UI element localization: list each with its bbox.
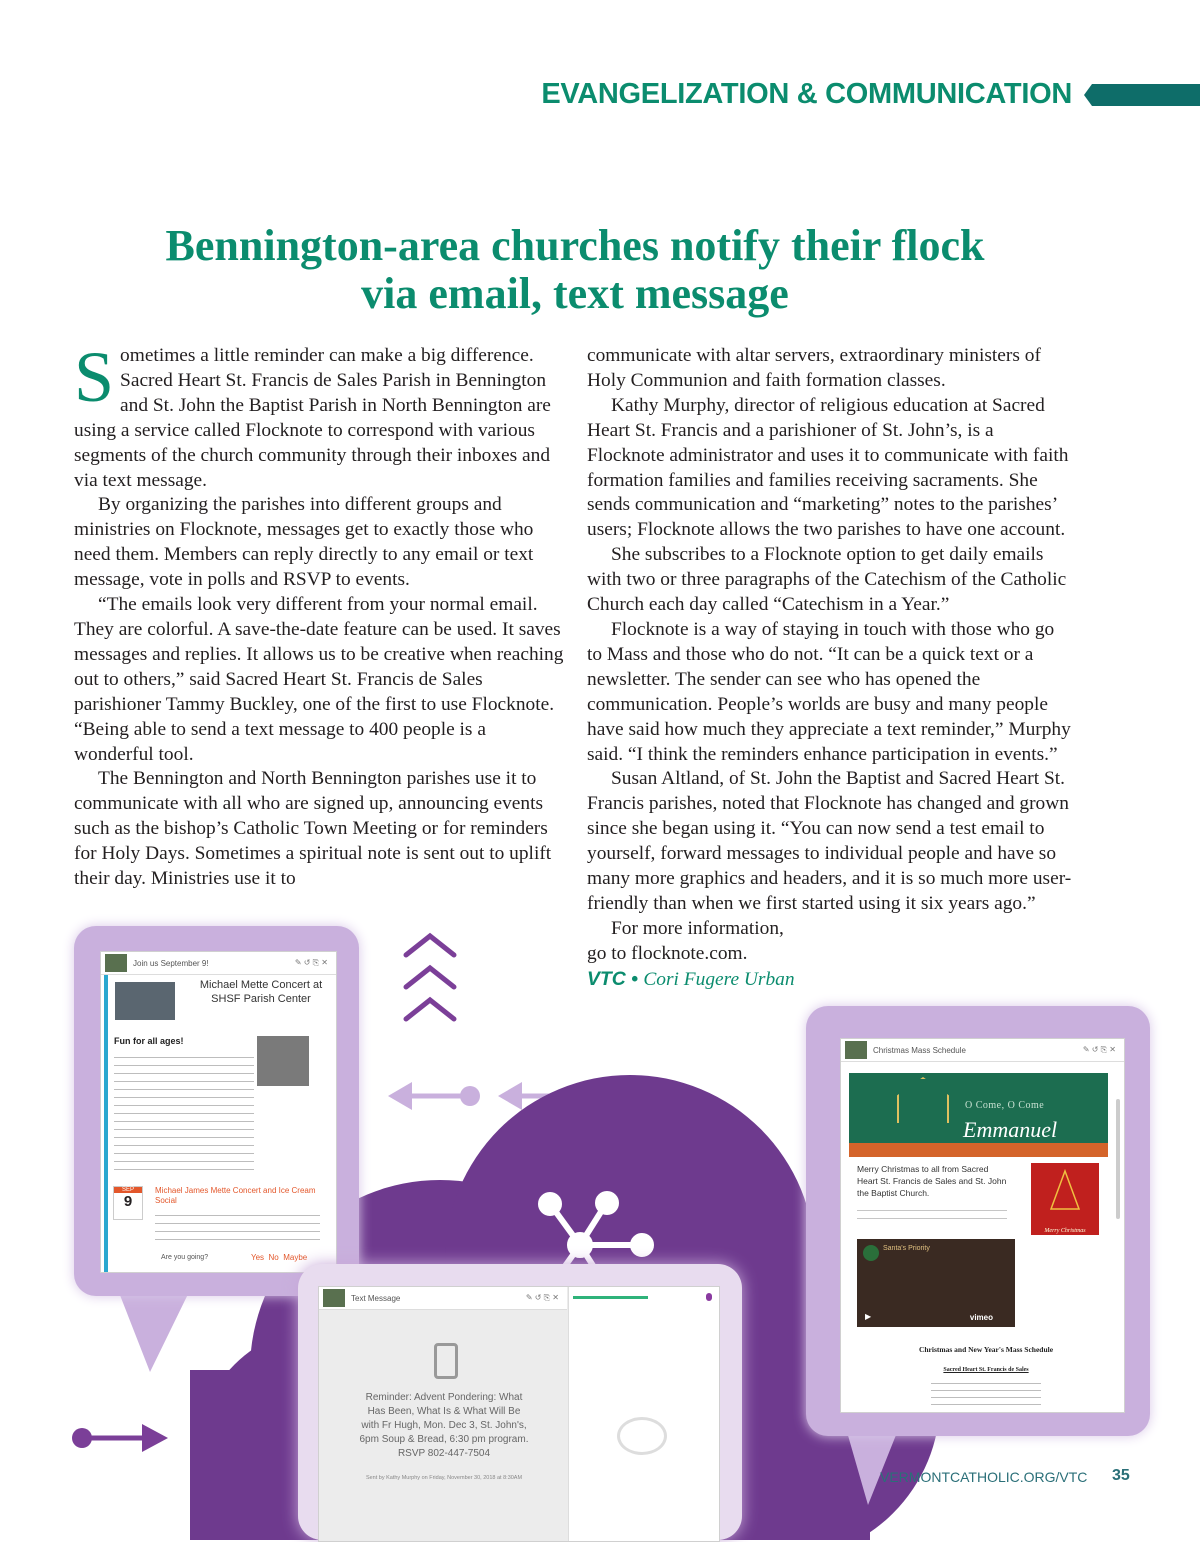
play-icon[interactable]: ▶ (865, 1312, 872, 1321)
schedule-subtitle: Sacred Heart St. Francis de Sales (943, 1367, 1029, 1373)
text-message-screen (318, 1286, 720, 1542)
more-info-line-2: go to flocknote.com. (587, 942, 748, 964)
greeting-subtext (857, 1205, 1007, 1221)
read-progress-bar (573, 1296, 648, 1299)
article-paragraph: Sometimes a little reminder can make a big difference. Sacred Heart St. Francis de Sales Parish in Bennington and St. John the Baptist Parish in North Bennington are using a service called Flocknote to correspond with various segments of the church community through their inboxes and via text message. (74, 337, 551, 491)
email-preview-screen (100, 951, 337, 1273)
christmas-card-image: Merry Christmas (1031, 1163, 1099, 1235)
message-tab-title: Text Message (351, 1293, 401, 1303)
vimeo-logo: vimeo (969, 1313, 993, 1322)
mass-schedule-screen (840, 1038, 1125, 1413)
concert-photo (115, 982, 175, 1020)
article-paragraph: Flocknote is a way of staying in touch with those who go to Mass and those who do not. “It can be a quick text or a newsletter. The sender can see who has opened the communication. People’s worlds are busy and many people have said how much they appreciate a text reminder,” Murphy said. “I think the reminders enhance participation in events.” (587, 618, 1071, 765)
article-paragraph: Susan Altland, of St. John the Baptist and Sacred Heart St. Francis parishes, noted that Flocknote has changed and grown since she began using it. “You can now send a test email to yourself, forward messages to individual people and have so many more graphics and headers, and it is so much more user-friendly than when we first started using it six years ago.” (587, 768, 1072, 914)
thumbnail-image (323, 1289, 345, 1307)
footer-url[interactable]: VERMONTCATHOLIC.ORG/VTC (880, 1469, 1088, 1485)
arrow-right-icon (72, 1424, 168, 1452)
message-toolbar (101, 952, 336, 975)
edit-icon[interactable]: ✎ ↺ ⎘ ✕ (294, 958, 328, 967)
schedule-title: Christmas and New Year's Mass Schedule (918, 1345, 1054, 1354)
christmas-tree-icon (1031, 1163, 1099, 1223)
email-subheading: Fun for all ages! (114, 1036, 184, 1046)
sent-by-line: Sent by Kathy Murphy on Friday, November 30, 2018 at 8:30AM (365, 1475, 523, 1481)
thumbnail-image (105, 954, 127, 972)
calendar-icon: SEP 9 (113, 1186, 143, 1220)
rsvp-no-button[interactable]: No (268, 1253, 279, 1262)
headline-line-1: Bennington-area churches notify their flock (165, 221, 985, 270)
article-paragraph: She subscribes to a Flocknote option to get daily emails with two or three paragraphs of the Catechism of the Catholic Church each day called “Catechism in a Year.” (587, 544, 1067, 616)
rsvp-question: Are you going? (161, 1254, 209, 1261)
message-tab-title: Christmas Mass Schedule (873, 1045, 966, 1055)
chat-bubble-icon (617, 1417, 667, 1455)
scrollbar[interactable] (1116, 1099, 1120, 1219)
byline: VTC • Cori Fugere Urban (587, 967, 795, 990)
email-title: Michael Mette Concert at SHSF Parish Center (199, 979, 323, 1005)
rsvp-options (251, 1253, 307, 1262)
banner-caption: O Come, O Come (965, 1100, 1045, 1111)
stable-icon (897, 1077, 949, 1123)
drop-cap: S (74, 337, 115, 417)
thumbnail-image (845, 1041, 867, 1059)
article-paragraph: “The emails look very different from your normal email. They are colorful. A save-the-date feature can be used. It saves messages and replies. It allows us to be creative when reaching out to others,” said Sacred Heart St. Francis de Sales parishioner Tammy Buckley, one of the first to use Flocknote. “Being able to send a text message to 400 people is a wonderful tool. (74, 594, 564, 765)
headline-line-2: via email, text message (361, 269, 789, 318)
article-paragraph: The Bennington and North Bennington parishes use it to communicate with all who are signed up, announcing events such as the bishop’s Catholic Town Meeting or for reminders for Holy Days. Sometimes a spiritual note is sent out to uplift their day. Ministries use it to (74, 768, 552, 890)
accent-bar (104, 975, 108, 1272)
article-paragraph: By organizing the parishes into different groups and ministries on Flocknote, messages get to exactly those who need them. Members can reply directly to any email or text message, vote in polls and RSVP to events. (74, 494, 534, 591)
rsvp-yes-button[interactable]: Yes (251, 1253, 265, 1262)
banner-title: Emmanuel (963, 1117, 1058, 1142)
event-details-text (155, 1210, 320, 1244)
message-toolbar (841, 1039, 1124, 1062)
text-message-body: Reminder: Advent Pondering: What Has Been, What Is & What Will Be with Fr Hugh, Mon. Dec 3, St. John's, 6pm Soup & Bread, 6:30 pm program. RSVP 802-447-7504 (359, 1392, 529, 1459)
email-body-text (114, 1052, 254, 1172)
phone-icon (434, 1343, 458, 1379)
edit-icon[interactable]: ✎ ↺ ⎘ ✕ (525, 1293, 559, 1302)
notification-icon[interactable] (706, 1293, 712, 1301)
video-player[interactable]: Santa's Priority ▶ vimeo (857, 1239, 1015, 1327)
schedule-body (931, 1379, 1041, 1409)
more-info-line-1: For more information, (611, 917, 784, 939)
channel-avatar (863, 1245, 879, 1261)
page-number: 35 (1112, 1467, 1130, 1484)
article-paragraph: communicate with altar servers, extraordinary ministers of Holy Communion and faith formation classes. (587, 345, 1041, 391)
article-paragraph: Kathy Murphy, director of religious education at Sacred Heart St. Francis and a parishioner of St. John’s, is a Flocknote administrator and uses it to communicate with faith formation families and families receiving sacraments. She sends communication and “marketing” notes to the parishes’ users; Flocknote allows the two parishes to have one account. (587, 394, 1069, 541)
event-link[interactable]: Michael James Mette Concert and Ice Cream Social (155, 1186, 316, 1205)
banner-hills (849, 1143, 1108, 1157)
emmanuel-banner (849, 1073, 1108, 1157)
reply-panel (568, 1287, 720, 1541)
message-toolbar (319, 1287, 567, 1310)
rsvp-maybe-button[interactable]: Maybe (283, 1253, 308, 1262)
greeting-text: Merry Christmas to all from Sacred Heart St. Francis de Sales and St. John the Baptist Church. (857, 1164, 1007, 1198)
chevron-up-icons (406, 936, 454, 1019)
venue-photo (257, 1036, 309, 1086)
message-tab-title: Join us September 9! (133, 958, 209, 968)
edit-icon[interactable]: ✎ ↺ ⎘ ✕ (1082, 1045, 1116, 1054)
section-heading: EVANGELIZATION & COMMUNICATION (541, 78, 1072, 110)
